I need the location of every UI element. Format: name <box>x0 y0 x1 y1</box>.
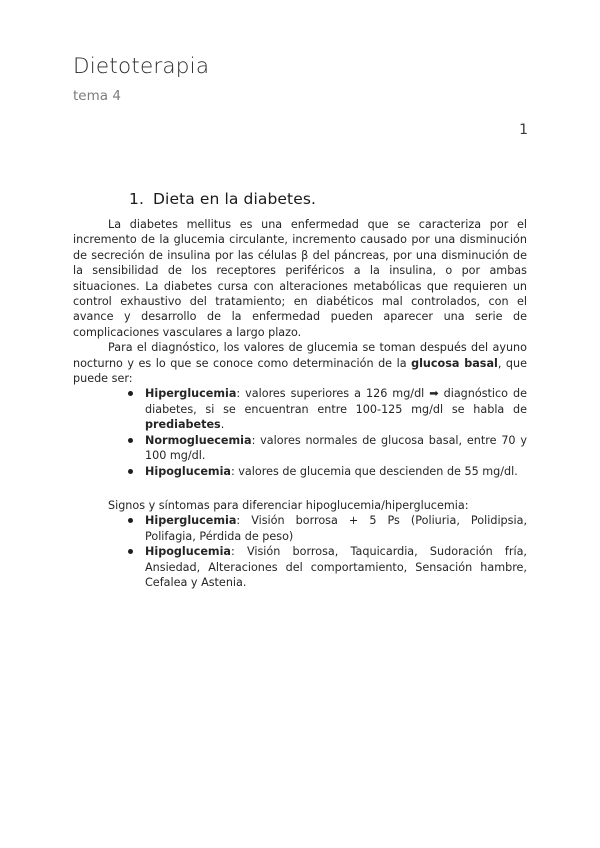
list-item-bold-tail: prediabetes <box>145 418 221 432</box>
list-item-term: Hiperglucemia <box>145 387 237 401</box>
bullet-icon <box>128 469 133 474</box>
list-item <box>145 433 527 464</box>
list-item-text: : Visión borrosa + 5 Ps (Poliuria, Polidipsia, Polifagia, Pérdida de peso) <box>145 514 527 543</box>
diagnosis-text-before: Para el diagnóstico, los valores de glucemia se toman después del ayuno nocturno y es lo que se conoce como determinación de la <box>73 341 527 370</box>
section-body <box>73 217 527 590</box>
bullet-icon <box>128 549 133 554</box>
diagnosis-paragraph <box>73 340 527 386</box>
section-number: 1. <box>129 190 144 208</box>
list-item <box>145 386 527 432</box>
list-item-tail: . <box>220 418 225 432</box>
list-item-term: Hipoglucemia <box>145 464 231 478</box>
list-item-term: Normogluecemia <box>145 433 252 447</box>
signs-list <box>73 513 527 590</box>
section-heading <box>129 190 316 208</box>
list-item <box>145 513 527 544</box>
list-item <box>145 464 527 479</box>
list-item-text: : valores normales de glucosa basal, entre 70 y 100 mg/dl. <box>145 433 527 463</box>
list-item-term: Hipoglucemia <box>145 545 231 559</box>
list-item-text: : Visión borrosa, Taquicardia, Sudoración fría, Ansiedad, Alteraciones del comportamiento, Sensación hambre, Cefalea y Astenia. <box>145 545 527 589</box>
bullet-icon <box>128 518 133 523</box>
page-number: 1 <box>519 122 528 138</box>
signs-intro: Signos y síntomas para diferenciar hipoglucemia/hiperglucemia: <box>108 498 469 512</box>
list-item-text: : valores superiores a 126 mg/dl ➡ diagnóstico de diabetes, si se encuentran entre 100-125 mg/dl se habla de <box>145 387 527 416</box>
glucose-levels-list <box>73 386 527 478</box>
list-item-term: Hiperglucemia <box>145 514 237 528</box>
diagnosis-text-bold: glucosa basal <box>411 356 498 370</box>
document-title: Dietoterapia <box>73 54 210 79</box>
bullet-icon <box>128 438 133 443</box>
list-item-text: : valores de glucemia que descienden de 55 mg/dl. <box>230 464 518 478</box>
section-title: Dieta en la diabetes. <box>153 190 317 208</box>
intro-paragraph: La diabetes mellitus es una enfermedad que se caracteriza por el incremento de la glucemia circulante, incremento causado por una disminución de secreción de insulina por las células β del páncreas, por una disminución de la sensibilidad de los receptores periféricos a la insulina, o por ambas situaciones. La diabetes cursa con alteraciones metabólicas que requieren un control exhaustivo del tratamiento; en diabéticos mal controlados, con el avance y desarrollo de la enfermedad pueden aparecer una serie de complicaciones vasculares a largo plazo. <box>73 218 527 339</box>
diagnosis-text-after: , que puede ser: <box>73 356 528 386</box>
list-item <box>145 544 527 590</box>
bullet-icon <box>128 391 133 396</box>
document-subtitle: tema 4 <box>73 88 121 104</box>
spacer <box>73 479 527 498</box>
